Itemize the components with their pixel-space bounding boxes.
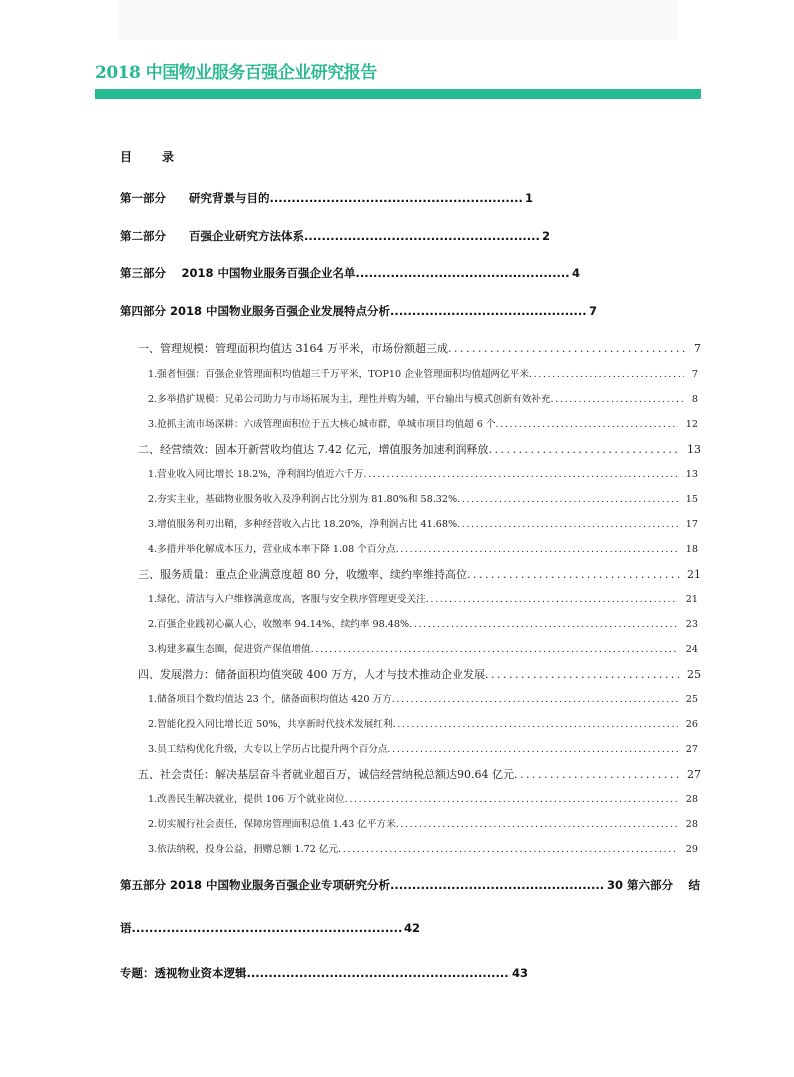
dot-leader — [387, 744, 677, 755]
dot-leader — [457, 519, 678, 530]
toc-entry-page: 15 — [685, 494, 698, 505]
toc-entry-label: 2.切实履行社会责任，保障房管理面积总值 1.43 亿平方米 — [148, 819, 396, 830]
toc-entry-label: 四、发展潜力：储备面积均值突破 400 万方，人才与技术推动企业发展 — [138, 668, 485, 681]
toc-entry-sub[interactable] — [148, 366, 698, 380]
toc-entry-page: 13 — [687, 443, 701, 456]
toc-entry-section[interactable] — [138, 340, 701, 356]
toc-entry-sub[interactable] — [148, 791, 698, 805]
toc-entry-label: 4.多措并举化解成本压力，营业成本率下降 1.08 个百分点 — [148, 544, 396, 555]
toc-entry-sub[interactable] — [148, 691, 698, 705]
toc-entry-label: 3.构建多赢生态圈，促进资产保值增值 — [148, 644, 311, 655]
toc-entry-part[interactable] — [120, 877, 700, 893]
toc-entry-label: 第五部分 2018 中国物业服务百强企业专项研究分析 — [120, 878, 391, 892]
toc-entry-label: 第二部分 百强企业研究方法体系 — [120, 229, 304, 243]
dot-leader — [551, 394, 684, 405]
toc-entry-page: 23 — [685, 619, 698, 630]
toc-entry-sub[interactable] — [148, 741, 698, 755]
toc-entry-part[interactable] — [120, 920, 420, 936]
toc-entry-label: 第一部分 研究背景与目的 — [120, 191, 270, 205]
dot-leader — [390, 878, 605, 892]
toc-entry-label: 3.增值服务利刃出鞘，多种经营收入占比 18.20%，净利润占比 41.68% — [148, 519, 458, 530]
toc-entry-part[interactable] — [120, 265, 580, 281]
toc-entry-sub[interactable] — [148, 466, 698, 480]
toc-heading — [120, 148, 174, 165]
dot-leader — [356, 266, 570, 280]
toc-entry-sub[interactable] — [148, 516, 698, 530]
toc-entry-sub[interactable] — [148, 541, 698, 555]
dot-leader — [396, 544, 678, 555]
dot-leader — [448, 342, 686, 355]
dot-leader — [409, 619, 678, 630]
dot-leader — [132, 921, 402, 935]
toc-entry-label: 专题：透视物业资本逻辑 — [120, 966, 247, 980]
toc-entry-page: 7 — [691, 369, 698, 380]
toc-entry-sub[interactable] — [148, 641, 698, 655]
toc-entry-section[interactable] — [138, 566, 701, 582]
toc-entry-page: 30 第六部分 结 — [606, 878, 700, 892]
toc-entry-page: 28 — [685, 794, 698, 805]
toc-entry-label: 1.改善民生解决就业，提供 106 万个就业岗位 — [148, 794, 345, 805]
dot-leader — [345, 794, 678, 805]
toc-entry-page: 18 — [685, 544, 698, 555]
toc-entry-page: 21 — [685, 594, 698, 605]
toc-entry-section[interactable] — [138, 441, 701, 457]
dot-leader — [270, 191, 523, 205]
toc-entry-label: 2.夯实主业，基础物业服务收入及净利润占比分别为 81.80%和 58.32% — [148, 494, 458, 505]
toc-entry-page: 1 — [524, 191, 533, 205]
toc-entry-page: 21 — [687, 568, 701, 581]
toc-entry-page: 26 — [685, 719, 698, 730]
toc-entry-page: 13 — [685, 469, 698, 480]
toc-entry-sub[interactable] — [148, 591, 698, 605]
dot-leader — [496, 419, 678, 430]
toc-entry-label: 第三部分 2018 中国物业服务百强企业名单 — [120, 266, 356, 280]
toc-entry-sub[interactable] — [148, 391, 698, 405]
toc-entry-sub[interactable] — [148, 841, 698, 855]
toc-entry-part[interactable] — [120, 228, 550, 244]
toc-entry-label: 1.储备项目个数均值达 23 个，储备面积均值达 420 万方 — [148, 694, 392, 705]
dot-leader — [485, 668, 679, 681]
toc-entry-part[interactable] — [120, 965, 528, 981]
toc-entry-label: 三、服务质量：重点企业满意度超 80 分，收缴率、续约率维持高位 — [138, 568, 467, 581]
dot-leader — [488, 443, 679, 456]
dot-leader — [457, 494, 678, 505]
toc-entry-sub[interactable] — [148, 616, 698, 630]
toc-entry-sub[interactable] — [148, 491, 698, 505]
toc-entry-label: 一、管理规模：管理面积均值达 3164 万平米，市场份额超三成 — [138, 342, 448, 355]
dot-leader — [304, 229, 540, 243]
toc-entry-page: 7 — [588, 304, 597, 318]
toc-entry-section[interactable] — [138, 766, 701, 782]
page-top-shade — [118, 0, 678, 40]
toc-entry-page: 2 — [541, 229, 550, 243]
toc-entry-page: 8 — [691, 394, 698, 405]
toc-entry-label: 2.智能化投入同比增长近 50%，共享新时代技术发展红利 — [148, 719, 393, 730]
toc-entry-label: 2.百强企业践初心赢人心，收缴率 94.14%、续约率 98.48% — [148, 619, 410, 630]
toc-entry-page: 42 — [403, 921, 420, 935]
document-title: 2018 中国物业服务百强企业研究报告 — [95, 63, 377, 83]
toc-entry-label: 2.多举措扩规模：兄弟公司助力与市场拓展为主，理性并购为辅，平台输出与模式创新有效补充 — [148, 394, 551, 405]
dot-leader — [393, 719, 678, 730]
toc-entry-page: 27 — [685, 744, 698, 755]
toc-entry-label: 第四部分 2018 中国物业服务百强企业发展特点分析 — [120, 304, 391, 318]
toc-entry-page: 12 — [685, 419, 698, 430]
header-divider-bar — [95, 89, 701, 99]
dot-leader — [426, 594, 678, 605]
dot-leader — [514, 768, 679, 781]
toc-heading-char-1: 目 — [120, 150, 133, 164]
toc-entry-sub[interactable] — [148, 416, 698, 430]
dot-leader — [338, 844, 678, 855]
toc-entry-label: 1.营业收入同比增长 18.2%，净利润均值近六千万 — [148, 469, 364, 480]
toc-entry-section[interactable] — [138, 666, 701, 682]
toc-entry-label: 语 — [120, 921, 132, 935]
toc-entry-label: 3.员工结构优化升级，大专以上学历占比提升两个百分点 — [148, 744, 388, 755]
dot-leader — [363, 469, 677, 480]
toc-entry-part[interactable] — [120, 190, 533, 206]
dot-leader — [392, 694, 678, 705]
toc-entry-page: 25 — [687, 668, 701, 681]
toc-entry-part[interactable] — [120, 303, 597, 319]
toc-entry-label: 五、社会责任：解决基层奋斗者就业超百万，诚信经营纳税总额达90.64 亿元 — [138, 768, 514, 781]
toc-entry-page: 17 — [685, 519, 698, 530]
toc-entry-sub[interactable] — [148, 716, 698, 730]
toc-entry-label: 1.绿化、清洁与入户维修满意度高，客服与安全秩序管理更受关注 — [148, 594, 426, 605]
toc-entry-page: 27 — [687, 768, 701, 781]
dot-leader — [390, 304, 587, 318]
toc-entry-sub[interactable] — [148, 816, 698, 830]
toc-entry-page: 4 — [571, 266, 580, 280]
dot-leader — [467, 568, 679, 581]
toc-entry-page: 43 — [511, 966, 528, 980]
toc-entry-label: 二、经营绩效：固本开新营收均值达 7.42 亿元，增值服务加速利润释放 — [138, 443, 489, 456]
toc-entry-label: 1.强者恒强：百强企业管理面积均值超三千万平米，TOP10 企业管理面积均值超两亿平米 — [148, 369, 529, 380]
toc-entry-page: 28 — [685, 819, 698, 830]
toc-entry-page: 7 — [694, 342, 701, 355]
toc-entry-label: 3.抢抓主流市场深耕：六成管理面积位于五大核心城市群，单城市项目均值超 6 个 — [148, 419, 496, 430]
dot-leader — [529, 369, 684, 380]
toc-entry-label: 3.依法纳税，投身公益，捐赠总额 1.72 亿元 — [148, 844, 339, 855]
dot-leader — [247, 966, 510, 980]
toc-entry-page: 25 — [685, 694, 698, 705]
toc-heading-char-2: 录 — [162, 150, 175, 164]
dot-leader — [311, 644, 678, 655]
toc-entry-page: 24 — [685, 644, 698, 655]
dot-leader — [396, 819, 678, 830]
toc-entry-page: 29 — [685, 844, 698, 855]
